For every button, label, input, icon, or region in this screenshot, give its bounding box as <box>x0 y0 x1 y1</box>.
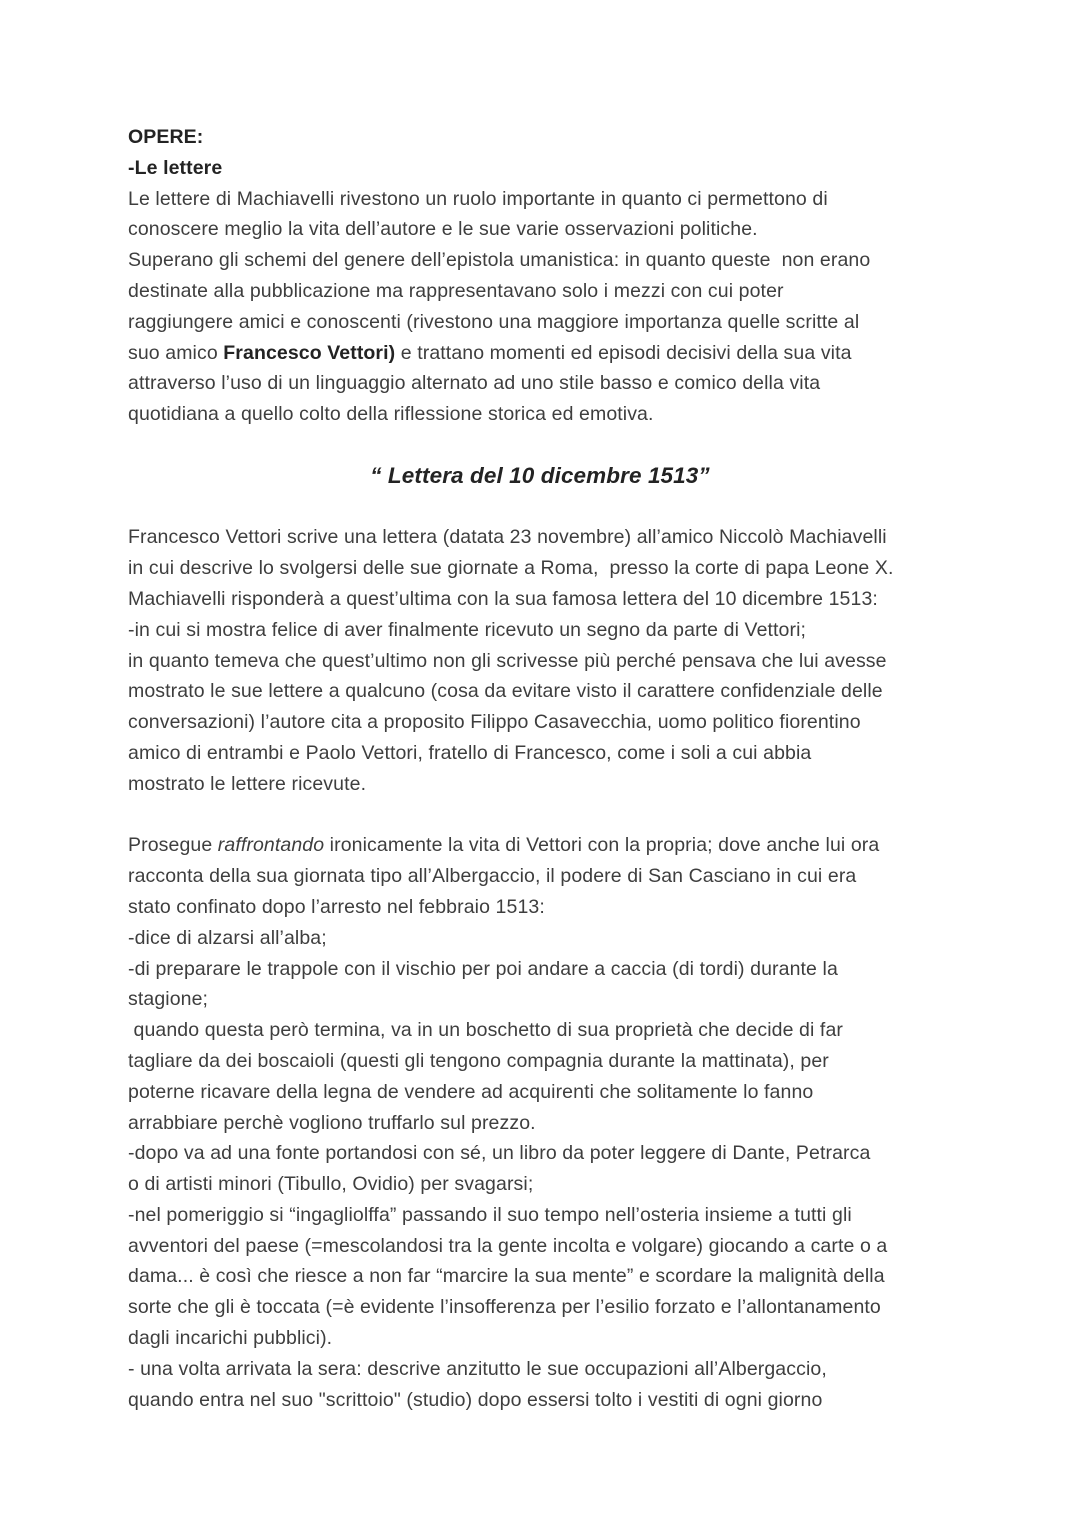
text-line <box>128 1169 952 1200</box>
text-line <box>128 184 952 215</box>
text-run: conoscere meglio la vita dell’autore e le sue varie osservazioni politiche. <box>128 218 758 241</box>
blank-line <box>128 800 952 831</box>
text-line <box>128 1261 952 1292</box>
text-line <box>128 1108 952 1139</box>
text-run: quando questa però termina, va in un boschetto di sua proprietà che decide di far <box>128 1019 843 1042</box>
text-line <box>128 954 952 985</box>
text-run: - una volta arrivata la sera: descrive anzitutto le sue occupazioni all’Albergaccio, <box>128 1357 827 1380</box>
text-line <box>128 553 952 584</box>
text-run: conversazioni) l’autore cita a proposito Filippo Casavecchia, uomo politico fiorentino <box>128 711 861 734</box>
text-run: Superano gli schemi del genere dell’epistola umanistica: in quanto queste non erano <box>128 249 871 272</box>
text-run: dama... è così che riesce a non far “marcire la sua mente” e scordare la malignità della <box>128 1265 885 1288</box>
text-run: in cui descrive lo svolgersi delle sue giornate a Roma, presso la corte di papa Leone X. <box>128 557 894 580</box>
text-run: raffrontando <box>217 834 325 857</box>
text-line <box>128 861 952 892</box>
text-line <box>128 1231 952 1262</box>
text-run: avventori del paese (=mescolandosi tra la gente incolta e volgare) giocando a carte o a <box>128 1234 888 1257</box>
text-line <box>128 584 952 615</box>
text-run: raggiungere amici e conoscenti (rivestono una maggiore importanza quelle scritte al <box>128 310 860 333</box>
text-run: “ Lettera del 10 dicembre 1513” <box>370 462 710 488</box>
doc-title <box>128 461 952 492</box>
text-run: Le lettere di Machiavelli rivestono un ruolo importante in quanto ci permettono di <box>128 187 828 210</box>
text-run: Francesco Vettori) <box>223 341 396 364</box>
text-line <box>128 1385 952 1416</box>
text-run: -di preparare le trappole con il vischio per poi andare a caccia (di tordi) durante la <box>128 957 838 980</box>
text-run: -dice di alzarsi all’alba; <box>128 926 327 949</box>
text-run: -in cui si mostra felice di aver finalmente ricevuto un segno da parte di Vettori; <box>128 618 807 641</box>
text-run: arrabbiare perchè vogliono truffarlo sul prezzo. <box>128 1111 536 1134</box>
text-run: ironicamente la vita di Vettori con la propria; dove anche lui ora <box>324 834 880 857</box>
text-line <box>128 707 952 738</box>
text-line <box>128 1323 952 1354</box>
text-run: Machiavelli risponderà a quest’ultima con la sua famosa lettera del 10 dicembre 1513: <box>128 587 878 610</box>
blank-line <box>128 492 952 523</box>
text-run: -dopo va ad una fonte portandosi con sé, un libro da poter leggere di Dante, Petrarca <box>128 1142 871 1165</box>
text-line <box>128 923 952 954</box>
text-line <box>128 1015 952 1046</box>
text-line <box>128 646 952 677</box>
text-line <box>128 738 952 769</box>
text-run: stato confinato dopo l’arresto nel febbraio 1513: <box>128 895 545 918</box>
text-line <box>128 399 952 430</box>
heading-line <box>128 122 952 153</box>
text-line <box>128 1046 952 1077</box>
text-line <box>128 214 952 245</box>
document-content <box>128 122 952 1415</box>
text-run: poterne ricavare della legna de vendere ad acquirenti che solitamente lo fanno <box>128 1080 814 1103</box>
text-run: mostrato le lettere ricevute. <box>128 772 367 795</box>
text-run: e trattano momenti ed episodi decisivi della sua vita <box>395 341 852 364</box>
text-line <box>128 1354 952 1385</box>
text-run: OPERE: <box>128 126 204 148</box>
text-line <box>128 892 952 923</box>
text-run: mostrato le sue lettere a qualcuno (cosa da evitare visto il carattere confidenziale delle <box>128 680 883 703</box>
text-run: tagliare da dei boscaioli (questi gli tengono compagnia durante la mattinata), per <box>128 1049 829 1072</box>
text-line <box>128 984 952 1015</box>
text-line <box>128 1077 952 1108</box>
text-line <box>128 307 952 338</box>
text-run: racconta della sua giornata tipo all’Albergaccio, il podere di San Casciano in cui era <box>128 865 857 888</box>
text-run: destinate alla pubblicazione ma rappresentavano solo i mezzi con cui poter <box>128 279 784 302</box>
text-line <box>128 276 952 307</box>
text-run: quando entra nel suo "scrittoio" (studio) dopo essersi tolto i vestiti di ogni giorno <box>128 1388 823 1411</box>
text-run: -nel pomeriggio si “ingagliolffa” passando il suo tempo nell’osteria insieme a tutti gli <box>128 1203 852 1226</box>
text-line <box>128 522 952 553</box>
text-run: amico di entrambi e Paolo Vettori, fratello di Francesco, come i soli a cui abbia <box>128 741 812 764</box>
text-run: sorte che gli è toccata (=è evidente l’insofferenza per l’esilio forzato e l’allontanamento <box>128 1296 881 1319</box>
text-run: attraverso l’uso di un linguaggio alternato ad uno stile basso e comico della vita <box>128 372 821 395</box>
blank-line <box>128 430 952 461</box>
text-run: -Le lettere <box>128 156 223 179</box>
text-line <box>128 1292 952 1323</box>
text-line <box>128 615 952 646</box>
text-run: quotidiana a quello colto della riflessione storica ed emotiva. <box>128 403 654 426</box>
text-run: Prosegue <box>128 834 218 857</box>
text-line <box>128 338 952 369</box>
text-run: stagione; <box>128 988 209 1011</box>
text-line <box>128 245 952 276</box>
heading-line <box>128 153 952 184</box>
text-run: Francesco Vettori scrive una lettera (datata 23 novembre) all’amico Niccolò Machiavelli <box>128 526 887 549</box>
text-line <box>128 676 952 707</box>
text-line <box>128 830 952 861</box>
text-line <box>128 1138 952 1169</box>
text-run: in quanto temeva che quest’ultimo non gli scrivesse più perché pensava che lui avesse <box>128 649 887 672</box>
text-run: suo amico <box>128 341 224 364</box>
text-line <box>128 368 952 399</box>
text-line <box>128 769 952 800</box>
text-run: o di artisti minori (Tibullo, Ovidio) per svagarsi; <box>128 1173 534 1196</box>
text-run: dagli incarichi pubblici). <box>128 1327 333 1350</box>
text-line <box>128 1200 952 1231</box>
